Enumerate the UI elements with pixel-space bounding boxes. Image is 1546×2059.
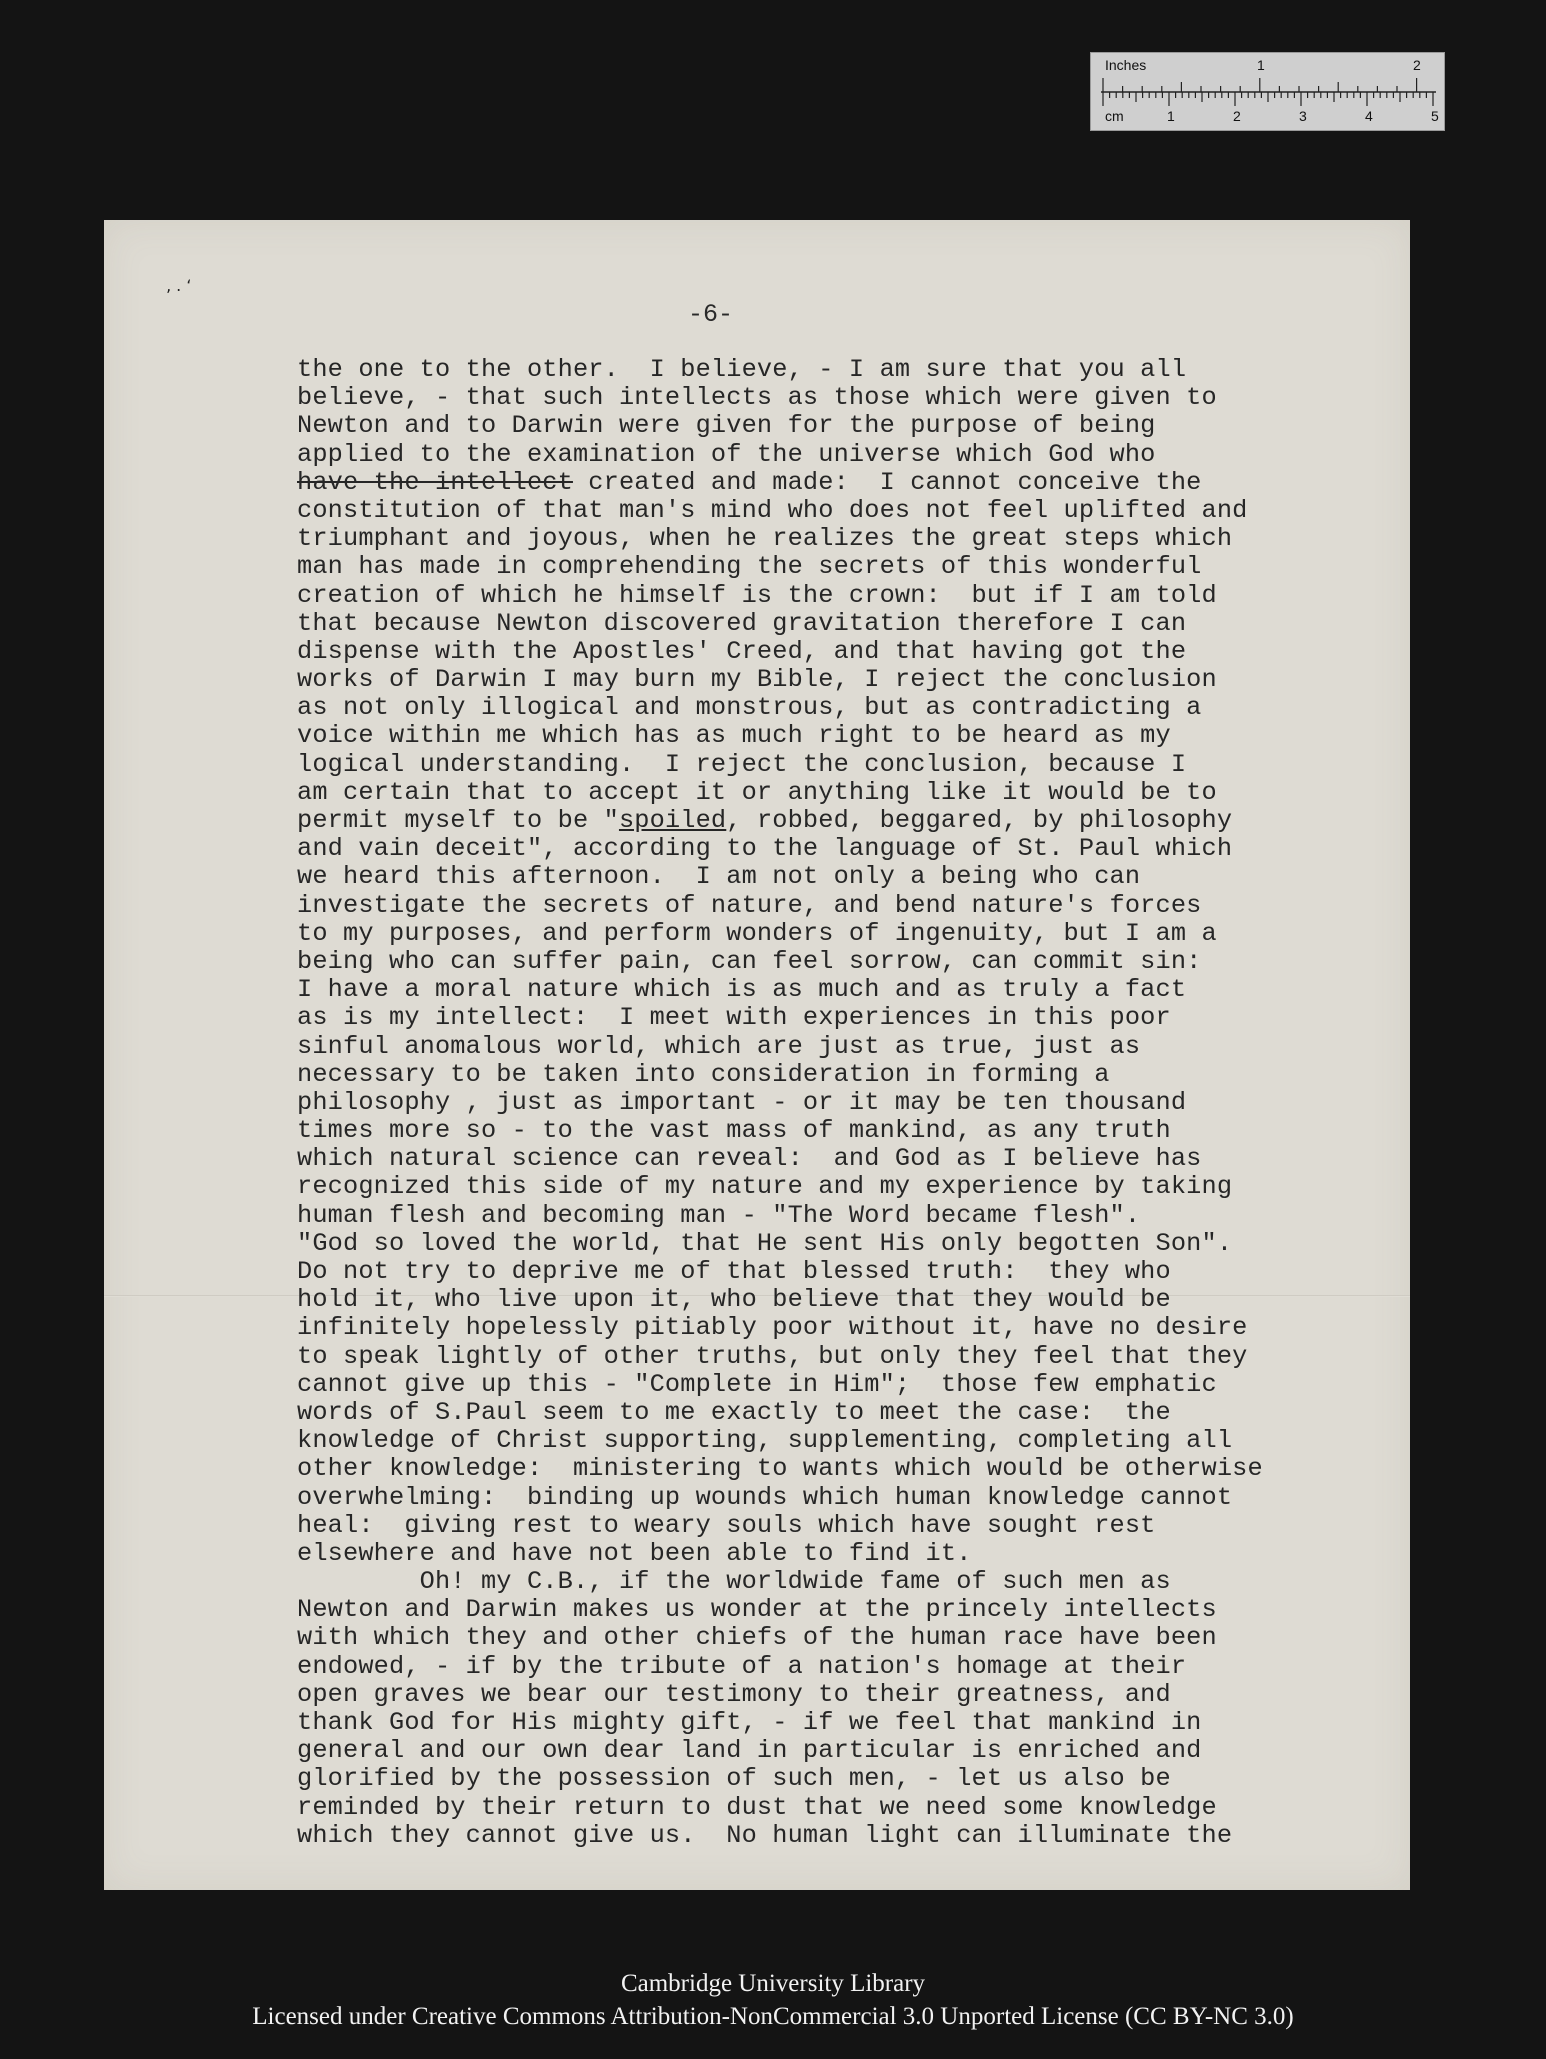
text-line: with which they and other chiefs of the human race have been: [297, 1623, 1217, 1653]
ruler-cm-number: 4: [1365, 108, 1373, 124]
document-page: [104, 220, 1410, 1890]
text-line: cannot give up this - "Complete in Him"; those few emphatic: [297, 1369, 1217, 1399]
text-line: overwhelming: binding up wounds which human knowledge cannot: [297, 1482, 1233, 1512]
text-line: which natural science can reveal: and God as I believe has: [297, 1144, 1202, 1174]
ink-marks-icon: ‚ . ‘: [166, 276, 192, 295]
underlined-word: spoiled: [618, 806, 727, 835]
text-line: open graves we bear our testimony to their greatness, and: [297, 1679, 1171, 1709]
text-line: voice within me which has as much right to be heard as my: [297, 721, 1171, 751]
text-line: Oh! my C.B., if the worldwide fame of such men as: [297, 1567, 1171, 1597]
text-line: have the intellect created and made: I cannot conceive the: [297, 467, 1202, 497]
ruler-cm-label: cm: [1105, 108, 1124, 124]
text-line: elsewhere and have not been able to find it.: [297, 1538, 972, 1568]
ruler-inch-number: 2: [1413, 57, 1421, 73]
text-line: to speak lightly of other truths, but only they feel that they: [297, 1341, 1248, 1371]
text-line: dispense with the Apostles' Creed, and that having got the: [297, 636, 1187, 666]
text-line: works of Darwin I may burn my Bible, I reject the conclusion: [297, 665, 1217, 695]
text-line: infinitely hopelessly pitiably poor without it, have no desire: [297, 1313, 1248, 1343]
text-line: words of S.Paul seem to me exactly to meet the case: the: [297, 1397, 1171, 1427]
text-line: thank God for His mighty gift, - if we feel that mankind in: [297, 1708, 1202, 1737]
text-line: constitution of that man's mind who does not feel uplifted and: [297, 495, 1248, 525]
text-line: endowed, - if by the tribute of a nation's homage at their: [297, 1651, 1187, 1681]
text-line: as is my intellect: I meet with experiences in this poor: [297, 1003, 1171, 1033]
text-line: human flesh and becoming man - "The Word became flesh".: [297, 1200, 1141, 1230]
ruler-cm-number: 2: [1233, 108, 1241, 124]
text-line: and vain deceit", according to the language of St. Paul which: [297, 834, 1233, 864]
text-line: hold it, who live upon it, who believe that they would be: [297, 1285, 1171, 1315]
text-line: being who can suffer pain, can feel sorrow, can commit sin:: [297, 946, 1202, 976]
typed-letter-body: [297, 356, 1407, 1850]
library-credit: Cambridge University Library: [620, 1970, 926, 1997]
text-line: necessary to be taken into consideration in forming a: [297, 1059, 1110, 1089]
text-line: to my purposes, and perform wonders of ingenuity, but I am a: [297, 918, 1217, 948]
ruler-inches-label: Inches: [1105, 57, 1147, 73]
ruler-cm-number: 1: [1167, 108, 1175, 124]
text-line: reminded by their return to dust that we need some knowledge: [297, 1792, 1217, 1822]
ruler-cm-number: 5: [1431, 108, 1439, 124]
text-line: creation of which he himself is the crown: but if I am told: [297, 580, 1217, 610]
text-line: knowledge of Christ supporting, supplementing, completing all: [297, 1426, 1233, 1456]
page-number: -6-: [688, 300, 734, 329]
text-line: am certain that to accept it or anything like it would be to: [297, 777, 1217, 807]
text-line: permit myself to be "spoiled, robbed, beggared, by philosophy: [297, 806, 1233, 835]
text-line: times more so - to the vast mass of mankind, as any truth: [297, 1116, 1171, 1146]
text-line: logical understanding. I reject the conclusion, because I: [297, 749, 1187, 779]
text-line: sinful anomalous world, which are just as true, just as: [297, 1031, 1141, 1061]
text-line: investigate the secrets of nature, and bend nature's forces: [297, 890, 1202, 920]
text-line: I have a moral nature which is as much and as truly a fact: [297, 975, 1187, 1005]
text-line: recognized this side of my nature and my experience by taking: [297, 1172, 1233, 1202]
text-line: as not only illogical and monstrous, but as contradicting a: [297, 693, 1202, 723]
scale-ruler: [1090, 52, 1445, 131]
text-line: heal: giving rest to weary souls which have sought rest: [297, 1510, 1156, 1540]
text-line: that because Newton discovered gravitation therefore I can: [297, 608, 1187, 638]
text-line: Newton and Darwin makes us wonder at the princely intellects: [297, 1595, 1217, 1625]
ruler-ticks: [1091, 53, 1446, 132]
ruler-inch-number: 1: [1257, 57, 1265, 73]
struck-text: have the intellect: [297, 467, 573, 497]
text-line: man has made in comprehending the secrets of this wonderful: [297, 552, 1202, 582]
text-line: philosophy , just as important - or it may be ten thousand: [297, 1087, 1187, 1117]
text-line: other knowledge: ministering to wants which would be otherwise: [297, 1454, 1263, 1484]
ruler-cm-number: 3: [1299, 108, 1307, 124]
text-line: triumphant and joyous, when he realizes the great steps which: [297, 524, 1233, 554]
text-line: which they cannot give us. No human light can illuminate the: [297, 1820, 1233, 1850]
text-line: glorified by the possession of such men, - let us also be: [297, 1764, 1171, 1794]
text-line: the one to the other. I believe, - I am sure that you all: [297, 355, 1187, 384]
text-line: applied to the examination of the universe which God who: [297, 439, 1156, 469]
text-line: believe, - that such intellects as those which were given to: [297, 383, 1217, 413]
text-line: Newton and to Darwin were given for the purpose of being: [297, 411, 1156, 441]
text-line: "God so loved the world, that He sent His only begotten Son".: [297, 1228, 1233, 1258]
text-line: general and our own dear land in particular is enriched and: [297, 1736, 1202, 1766]
license-credit: Licensed under Creative Commons Attribution-NonCommercial 3.0 Unported License (CC BY-NC 3.0): [252, 2003, 1294, 2030]
text-line: Do not try to deprive me of that blessed truth: they who: [297, 1257, 1171, 1286]
text-line: we heard this afternoon. I am not only a being who can: [297, 862, 1141, 892]
